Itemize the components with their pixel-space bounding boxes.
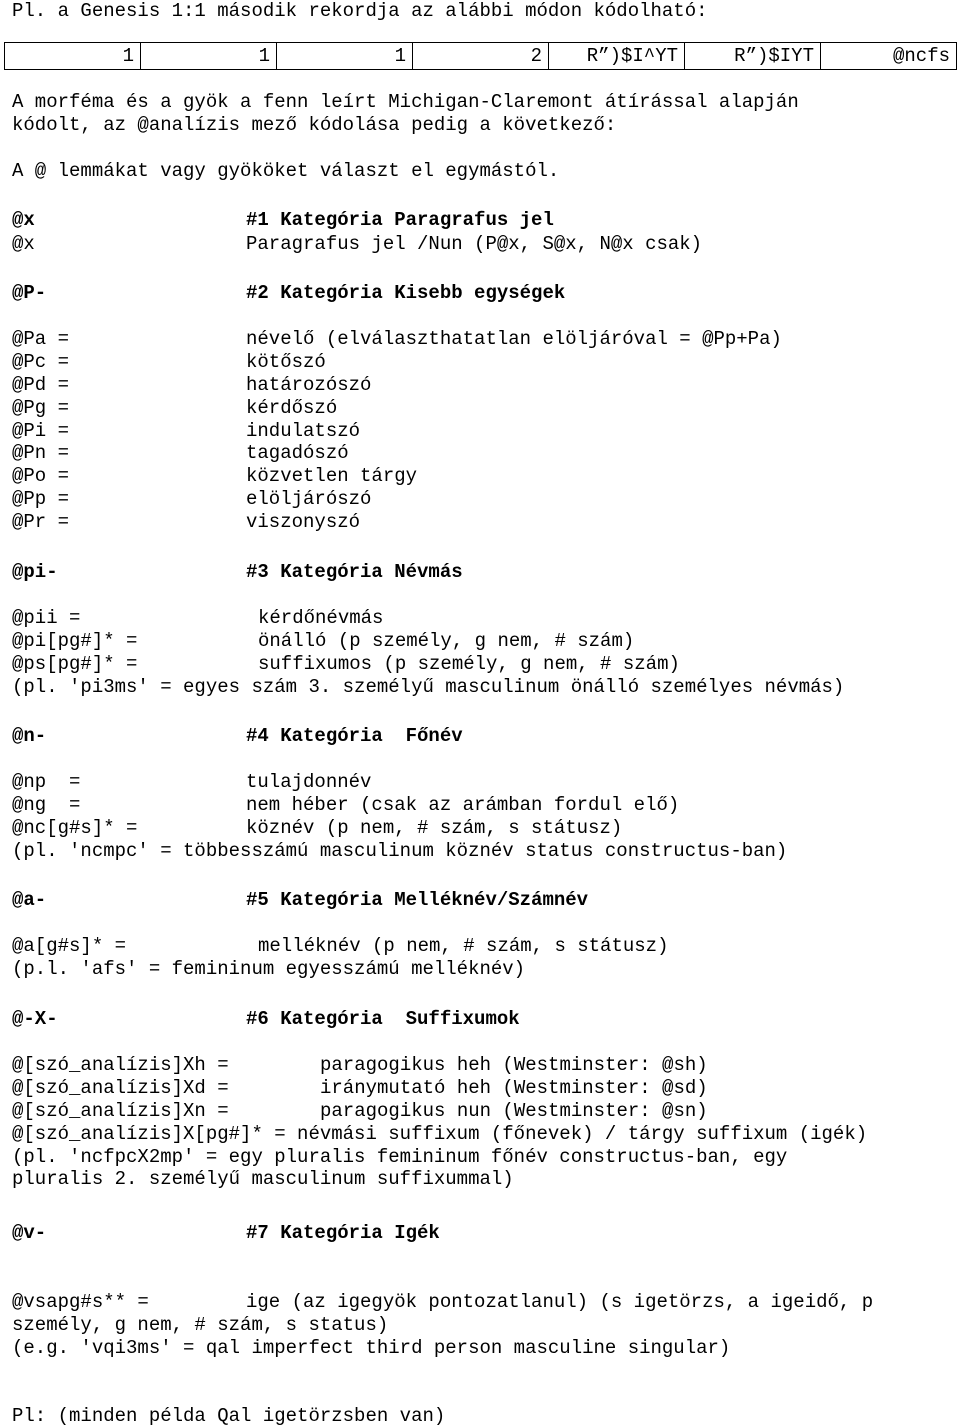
code-label: @Pc = [12, 351, 70, 373]
category-code: @a- [12, 889, 47, 911]
code-label: @Pg = [12, 397, 70, 419]
example-note: (pl. 'ncfpcX2mp' = egy pluralis femininum főnév constructus-ban, egy [12, 1146, 788, 1168]
category-code: @pi- [12, 561, 58, 583]
category-title: #6 Kategória Suffixumok [246, 1008, 520, 1030]
code-label: @[szó_analízis]Xh = [12, 1054, 229, 1076]
code-label: @Po = [12, 465, 70, 487]
code-description: kötőszó [246, 351, 326, 373]
code-description: önálló (p személy, g nem, # szám) [258, 630, 635, 652]
record-cell: R”)$IYT [685, 43, 821, 70]
record-cell: 1 [277, 43, 413, 70]
code-description: paragogikus nun (Westminster: @sn) [320, 1100, 708, 1122]
code-label: @nc[g#s]* = [12, 817, 138, 839]
category-title: #1 Kategória Paragrafus jel [246, 209, 554, 231]
example-note: (p.l. 'afs' = femininum egyesszámú melléknév) [12, 958, 526, 980]
code-label: @[szó_analízis]Xn = [12, 1100, 229, 1122]
code-label: @x [12, 233, 35, 255]
code-description: viszonyszó [246, 511, 361, 533]
code-description: köznév (p nem, # szám, s státusz) [246, 817, 623, 839]
code-label: @pi[pg#]* = [12, 630, 138, 652]
code-label: @Pr = [12, 511, 70, 533]
code-label: @ng = [12, 794, 81, 816]
intro-text: Pl. a Genesis 1:1 második rekordja az alábbi módon kódolható: [12, 0, 708, 22]
code-description: Paragrafus jel /Nun (P@x, S@x, N@x csak) [246, 233, 703, 255]
code-description-continued: személy, g nem, # szám, s status) [12, 1314, 389, 1336]
description-line: A morféma és a gyök a fenn leírt Michigan-Claremont átírással alapján [12, 91, 799, 113]
code-label: @ps[pg#]* = [12, 653, 138, 675]
category-code: @-X- [12, 1008, 58, 1030]
description-line: kódolt, az @analízis mező kódolása pedig a következő: [12, 114, 617, 136]
code-description: névelő (elválaszthatatlan elöljáróval = @Pp+Pa) [246, 328, 782, 350]
example-note: (pl. 'pi3ms' = egyes szám 3. személyű masculinum önálló személyes névmás) [12, 676, 845, 698]
code-description: ige (az igegyök pontozatlanul) (s igetörzs, a igeidő, p [246, 1291, 874, 1313]
category-code: @v- [12, 1222, 47, 1244]
record-cell: 1 [5, 43, 141, 70]
record-cell: 2 [413, 43, 549, 70]
example-note: (pl. 'ncmpc' = többesszámú masculinum köznév status constructus-ban) [12, 840, 788, 862]
code-label: @Pn = [12, 442, 70, 464]
code-label: @Pp = [12, 488, 70, 510]
example-note: pluralis 2. személyű masculinum suffixummal) [12, 1168, 514, 1190]
code-description: tagadószó [246, 442, 349, 464]
category-title: #7 Kategória Igék [246, 1222, 440, 1244]
category-code: @P- [12, 282, 47, 304]
code-label: @[szó_analízis]Xd = [12, 1077, 229, 1099]
record-cell: R”)$I^YT [549, 43, 685, 70]
code-description: nem héber (csak az arámban fordul elő) [246, 794, 680, 816]
category-code: @x [12, 209, 35, 231]
code-description: kérdőnévmás [258, 607, 384, 629]
code-label: @np = [12, 771, 81, 793]
category-code: @n- [12, 725, 47, 747]
code-description: közvetlen tárgy [246, 465, 418, 487]
code-description: kérdőszó [246, 397, 338, 419]
code-label: @vsapg#s** = [12, 1291, 149, 1313]
category-title: #3 Kategória Névmás [246, 561, 463, 583]
code-label: @a[g#s]* = [12, 935, 127, 957]
footer-text: Pl: (minden példa Qal igetörzsben van) [12, 1405, 446, 1427]
code-description: suffixumos (p személy, g nem, # szám) [258, 653, 680, 675]
category-title: #2 Kategória Kisebb egységek [246, 282, 566, 304]
code-description: tulajdonnév [246, 771, 372, 793]
code-description: melléknév (p nem, # szám, s státusz) [258, 935, 669, 957]
code-description: indulatszó [246, 420, 361, 442]
category-title: #4 Kategória Főnév [246, 725, 463, 747]
code-description: elöljárószó [246, 488, 372, 510]
code-description: határozószó [246, 374, 372, 396]
record-table [4, 42, 957, 70]
code-description: paragogikus heh (Westminster: @sh) [320, 1054, 708, 1076]
code-label: @Pd = [12, 374, 70, 396]
record-cell: 1 [141, 43, 277, 70]
record-cell: @ncfs [821, 43, 957, 70]
example-note: (e.g. 'vqi3ms' = qal imperfect third person masculine singular) [12, 1337, 731, 1359]
description-line: A @ lemmákat vagy gyököket választ el egymástól. [12, 160, 560, 182]
code-label: @Pi = [12, 420, 70, 442]
code-line: @[szó_analízis]X[pg#]* = névmási suffixum (főnevek) / tárgy suffixum (igék) [12, 1123, 868, 1145]
code-label: @Pa = [12, 328, 70, 350]
code-description: iránymutató heh (Westminster: @sd) [320, 1077, 708, 1099]
category-title: #5 Kategória Melléknév/Számnév [246, 889, 589, 911]
code-label: @pii = [12, 607, 81, 629]
